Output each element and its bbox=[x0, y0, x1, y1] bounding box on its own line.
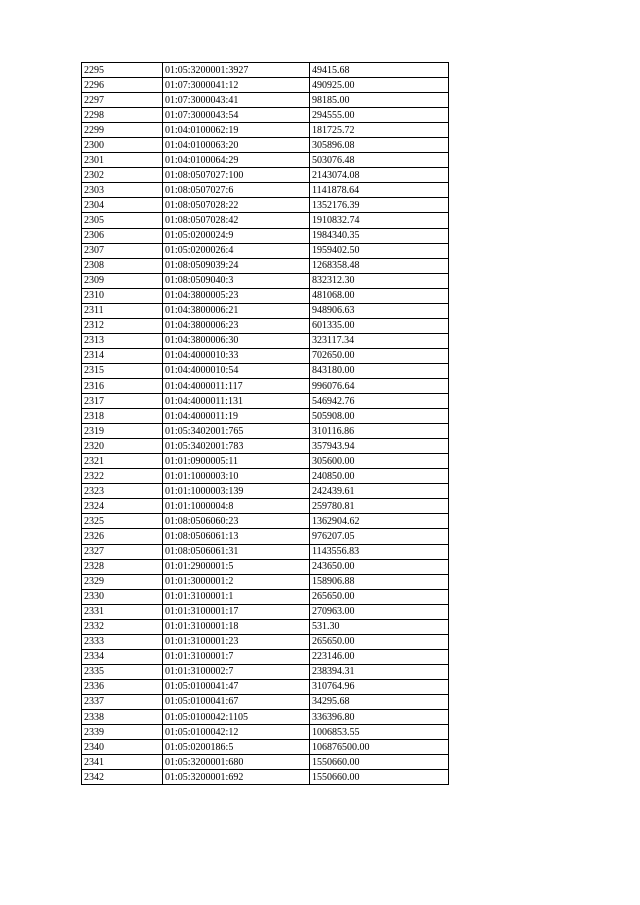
row-number-cell: 2336 bbox=[82, 679, 163, 694]
cadastral-number-cell: 01:01:2900001:5 bbox=[163, 559, 310, 574]
row-number-cell: 2303 bbox=[82, 183, 163, 198]
table-row bbox=[82, 348, 449, 363]
table-row bbox=[82, 604, 449, 619]
value-cell: 1910832.74 bbox=[310, 213, 449, 228]
table-row bbox=[82, 424, 449, 439]
cadastral-number-cell: 01:07:3000043:54 bbox=[163, 108, 310, 123]
table-row bbox=[82, 228, 449, 243]
row-number-cell: 2342 bbox=[82, 770, 163, 785]
row-number-cell: 2312 bbox=[82, 318, 163, 333]
row-number-cell: 2315 bbox=[82, 363, 163, 378]
value-cell: 98185.00 bbox=[310, 93, 449, 108]
cadastral-number-cell: 01:05:3402001:783 bbox=[163, 439, 310, 454]
value-cell: 503076.48 bbox=[310, 153, 449, 168]
row-number-cell: 2296 bbox=[82, 78, 163, 93]
value-cell: 223146.00 bbox=[310, 649, 449, 664]
cadastral-number-cell: 01:08:0506060:23 bbox=[163, 514, 310, 529]
table-body bbox=[82, 63, 449, 785]
table-row bbox=[82, 183, 449, 198]
table-row bbox=[82, 333, 449, 348]
row-number-cell: 2308 bbox=[82, 258, 163, 273]
value-cell: 1141878.64 bbox=[310, 183, 449, 198]
cadastral-number-cell: 01:04:4000011:131 bbox=[163, 394, 310, 409]
value-cell: 259780.81 bbox=[310, 499, 449, 514]
value-cell: 1984340.35 bbox=[310, 228, 449, 243]
table-row bbox=[82, 484, 449, 499]
value-cell: 305600.00 bbox=[310, 454, 449, 469]
table-row bbox=[82, 168, 449, 183]
table-row bbox=[82, 409, 449, 424]
row-number-cell: 2298 bbox=[82, 108, 163, 123]
row-number-cell: 2301 bbox=[82, 153, 163, 168]
table-row bbox=[82, 454, 449, 469]
cadastral-number-cell: 01:08:0507027:6 bbox=[163, 183, 310, 198]
cadastral-number-cell: 01:04:3800005:23 bbox=[163, 288, 310, 303]
table-row bbox=[82, 258, 449, 273]
table-row bbox=[82, 394, 449, 409]
value-cell: 243650.00 bbox=[310, 559, 449, 574]
value-cell: 490925.00 bbox=[310, 78, 449, 93]
value-cell: 265650.00 bbox=[310, 634, 449, 649]
cadastral-number-cell: 01:01:3100002:7 bbox=[163, 664, 310, 679]
value-cell: 265650.00 bbox=[310, 589, 449, 604]
row-number-cell: 2339 bbox=[82, 725, 163, 740]
row-number-cell: 2313 bbox=[82, 333, 163, 348]
table-row bbox=[82, 710, 449, 725]
table-row bbox=[82, 138, 449, 153]
table-row bbox=[82, 499, 449, 514]
value-cell: 181725.72 bbox=[310, 123, 449, 138]
value-cell: 531.30 bbox=[310, 619, 449, 634]
row-number-cell: 2304 bbox=[82, 198, 163, 213]
table-row bbox=[82, 363, 449, 378]
row-number-cell: 2330 bbox=[82, 589, 163, 604]
table-row bbox=[82, 213, 449, 228]
value-cell: 481068.00 bbox=[310, 288, 449, 303]
cadastral-number-cell: 01:08:0507028:22 bbox=[163, 198, 310, 213]
cadastral-number-cell: 01:04:0100063:20 bbox=[163, 138, 310, 153]
table-row bbox=[82, 514, 449, 529]
cadastral-number-cell: 01:01:1000003:139 bbox=[163, 484, 310, 499]
cadastral-number-cell: 01:05:0100041:67 bbox=[163, 694, 310, 709]
row-number-cell: 2299 bbox=[82, 123, 163, 138]
row-number-cell: 2326 bbox=[82, 529, 163, 544]
table-row bbox=[82, 544, 449, 559]
cadastral-number-cell: 01:01:1000004:8 bbox=[163, 499, 310, 514]
table-row bbox=[82, 694, 449, 709]
row-number-cell: 2319 bbox=[82, 424, 163, 439]
value-cell: 1143556.83 bbox=[310, 544, 449, 559]
value-cell: 1006853.55 bbox=[310, 725, 449, 740]
value-cell: 1959402.50 bbox=[310, 243, 449, 258]
value-cell: 294555.00 bbox=[310, 108, 449, 123]
value-cell: 270963.00 bbox=[310, 604, 449, 619]
row-number-cell: 2340 bbox=[82, 740, 163, 755]
value-cell: 546942.76 bbox=[310, 394, 449, 409]
cadastral-number-cell: 01:01:3000001:2 bbox=[163, 574, 310, 589]
table-row bbox=[82, 664, 449, 679]
row-number-cell: 2325 bbox=[82, 514, 163, 529]
value-cell: 996076.64 bbox=[310, 378, 449, 393]
row-number-cell: 2329 bbox=[82, 574, 163, 589]
row-number-cell: 2323 bbox=[82, 484, 163, 499]
cadastral-number-cell: 01:01:3100001:7 bbox=[163, 649, 310, 664]
table-row bbox=[82, 318, 449, 333]
value-cell: 948906.63 bbox=[310, 303, 449, 318]
table-row bbox=[82, 378, 449, 393]
table-row bbox=[82, 123, 449, 138]
table-row bbox=[82, 649, 449, 664]
row-number-cell: 2309 bbox=[82, 273, 163, 288]
cadastral-number-cell: 01:04:4000010:54 bbox=[163, 363, 310, 378]
data-table bbox=[81, 62, 449, 785]
row-number-cell: 2335 bbox=[82, 664, 163, 679]
value-cell: 305896.08 bbox=[310, 138, 449, 153]
value-cell: 505908.00 bbox=[310, 409, 449, 424]
value-cell: 310764.96 bbox=[310, 679, 449, 694]
row-number-cell: 2333 bbox=[82, 634, 163, 649]
table-row bbox=[82, 679, 449, 694]
value-cell: 238394.31 bbox=[310, 664, 449, 679]
table-row bbox=[82, 589, 449, 604]
value-cell: 49415.68 bbox=[310, 63, 449, 78]
table-row bbox=[82, 725, 449, 740]
cadastral-number-cell: 01:05:0100042:1105 bbox=[163, 710, 310, 725]
row-number-cell: 2327 bbox=[82, 544, 163, 559]
row-number-cell: 2320 bbox=[82, 439, 163, 454]
table-row bbox=[82, 770, 449, 785]
table-row bbox=[82, 619, 449, 634]
cadastral-number-cell: 01:08:0509039:24 bbox=[163, 258, 310, 273]
value-cell: 310116.86 bbox=[310, 424, 449, 439]
cadastral-number-cell: 01:01:3100001:1 bbox=[163, 589, 310, 604]
table-row bbox=[82, 63, 449, 78]
cadastral-number-cell: 01:04:3800006:23 bbox=[163, 318, 310, 333]
row-number-cell: 2337 bbox=[82, 694, 163, 709]
cadastral-number-cell: 01:05:0100041:47 bbox=[163, 679, 310, 694]
cadastral-number-cell: 01:08:0506061:31 bbox=[163, 544, 310, 559]
cadastral-number-cell: 01:01:0900005:11 bbox=[163, 454, 310, 469]
row-number-cell: 2328 bbox=[82, 559, 163, 574]
table-row bbox=[82, 93, 449, 108]
cadastral-number-cell: 01:08:0506061:13 bbox=[163, 529, 310, 544]
table-row bbox=[82, 303, 449, 318]
cadastral-number-cell: 01:04:4000010:33 bbox=[163, 348, 310, 363]
cadastral-number-cell: 01:05:3402001:765 bbox=[163, 424, 310, 439]
cadastral-number-cell: 01:05:3200001:692 bbox=[163, 770, 310, 785]
cadastral-number-cell: 01:05:0100042:12 bbox=[163, 725, 310, 740]
cadastral-number-cell: 01:05:3200001:3927 bbox=[163, 63, 310, 78]
cadastral-number-cell: 01:01:3100001:23 bbox=[163, 634, 310, 649]
row-number-cell: 2305 bbox=[82, 213, 163, 228]
cadastral-number-cell: 01:04:0100064:29 bbox=[163, 153, 310, 168]
cadastral-number-cell: 01:05:0200026:4 bbox=[163, 243, 310, 258]
value-cell: 1550660.00 bbox=[310, 770, 449, 785]
cadastral-number-cell: 01:05:3200001:680 bbox=[163, 755, 310, 770]
row-number-cell: 2295 bbox=[82, 63, 163, 78]
table-row bbox=[82, 740, 449, 755]
cadastral-number-cell: 01:08:0507028:42 bbox=[163, 213, 310, 228]
table-row bbox=[82, 78, 449, 93]
value-cell: 2143074.08 bbox=[310, 168, 449, 183]
value-cell: 601335.00 bbox=[310, 318, 449, 333]
cadastral-number-cell: 01:04:4000011:117 bbox=[163, 378, 310, 393]
cadastral-number-cell: 01:04:4000011:19 bbox=[163, 409, 310, 424]
value-cell: 240850.00 bbox=[310, 469, 449, 484]
table-row bbox=[82, 288, 449, 303]
cadastral-number-cell: 01:04:0100062:19 bbox=[163, 123, 310, 138]
row-number-cell: 2321 bbox=[82, 454, 163, 469]
row-number-cell: 2310 bbox=[82, 288, 163, 303]
table-row bbox=[82, 574, 449, 589]
value-cell: 34295.68 bbox=[310, 694, 449, 709]
table-row bbox=[82, 755, 449, 770]
value-cell: 1362904.62 bbox=[310, 514, 449, 529]
row-number-cell: 2297 bbox=[82, 93, 163, 108]
row-number-cell: 2324 bbox=[82, 499, 163, 514]
value-cell: 976207.05 bbox=[310, 529, 449, 544]
value-cell: 843180.00 bbox=[310, 363, 449, 378]
value-cell: 1352176.39 bbox=[310, 198, 449, 213]
value-cell: 323117.34 bbox=[310, 333, 449, 348]
cadastral-number-cell: 01:04:3800006:30 bbox=[163, 333, 310, 348]
table-row bbox=[82, 634, 449, 649]
cadastral-number-cell: 01:07:3000043:41 bbox=[163, 93, 310, 108]
row-number-cell: 2322 bbox=[82, 469, 163, 484]
value-cell: 242439.61 bbox=[310, 484, 449, 499]
table-row bbox=[82, 273, 449, 288]
row-number-cell: 2306 bbox=[82, 228, 163, 243]
table-row bbox=[82, 243, 449, 258]
cadastral-number-cell: 01:05:0200024:9 bbox=[163, 228, 310, 243]
table-row bbox=[82, 529, 449, 544]
row-number-cell: 2334 bbox=[82, 649, 163, 664]
value-cell: 1268358.48 bbox=[310, 258, 449, 273]
row-number-cell: 2332 bbox=[82, 619, 163, 634]
cadastral-number-cell: 01:01:1000003:10 bbox=[163, 469, 310, 484]
value-cell: 357943.94 bbox=[310, 439, 449, 454]
cadastral-number-cell: 01:04:3800006:21 bbox=[163, 303, 310, 318]
cadastral-number-cell: 01:05:0200186:5 bbox=[163, 740, 310, 755]
row-number-cell: 2338 bbox=[82, 710, 163, 725]
row-number-cell: 2307 bbox=[82, 243, 163, 258]
value-cell: 106876500.00 bbox=[310, 740, 449, 755]
cadastral-number-cell: 01:01:3100001:18 bbox=[163, 619, 310, 634]
cadastral-number-cell: 01:01:3100001:17 bbox=[163, 604, 310, 619]
row-number-cell: 2300 bbox=[82, 138, 163, 153]
value-cell: 702650.00 bbox=[310, 348, 449, 363]
table-row bbox=[82, 559, 449, 574]
row-number-cell: 2318 bbox=[82, 409, 163, 424]
row-number-cell: 2302 bbox=[82, 168, 163, 183]
row-number-cell: 2311 bbox=[82, 303, 163, 318]
table-row bbox=[82, 469, 449, 484]
value-cell: 336396.80 bbox=[310, 710, 449, 725]
cadastral-number-cell: 01:08:0507027:100 bbox=[163, 168, 310, 183]
value-cell: 1550660.00 bbox=[310, 755, 449, 770]
row-number-cell: 2331 bbox=[82, 604, 163, 619]
table-row bbox=[82, 198, 449, 213]
cadastral-number-cell: 01:07:3000041:12 bbox=[163, 78, 310, 93]
table-row bbox=[82, 108, 449, 123]
value-cell: 158906.88 bbox=[310, 574, 449, 589]
value-cell: 832312.30 bbox=[310, 273, 449, 288]
cadastral-number-cell: 01:08:0509040:3 bbox=[163, 273, 310, 288]
table-row bbox=[82, 439, 449, 454]
row-number-cell: 2316 bbox=[82, 378, 163, 393]
row-number-cell: 2317 bbox=[82, 394, 163, 409]
table-row bbox=[82, 153, 449, 168]
row-number-cell: 2341 bbox=[82, 755, 163, 770]
row-number-cell: 2314 bbox=[82, 348, 163, 363]
